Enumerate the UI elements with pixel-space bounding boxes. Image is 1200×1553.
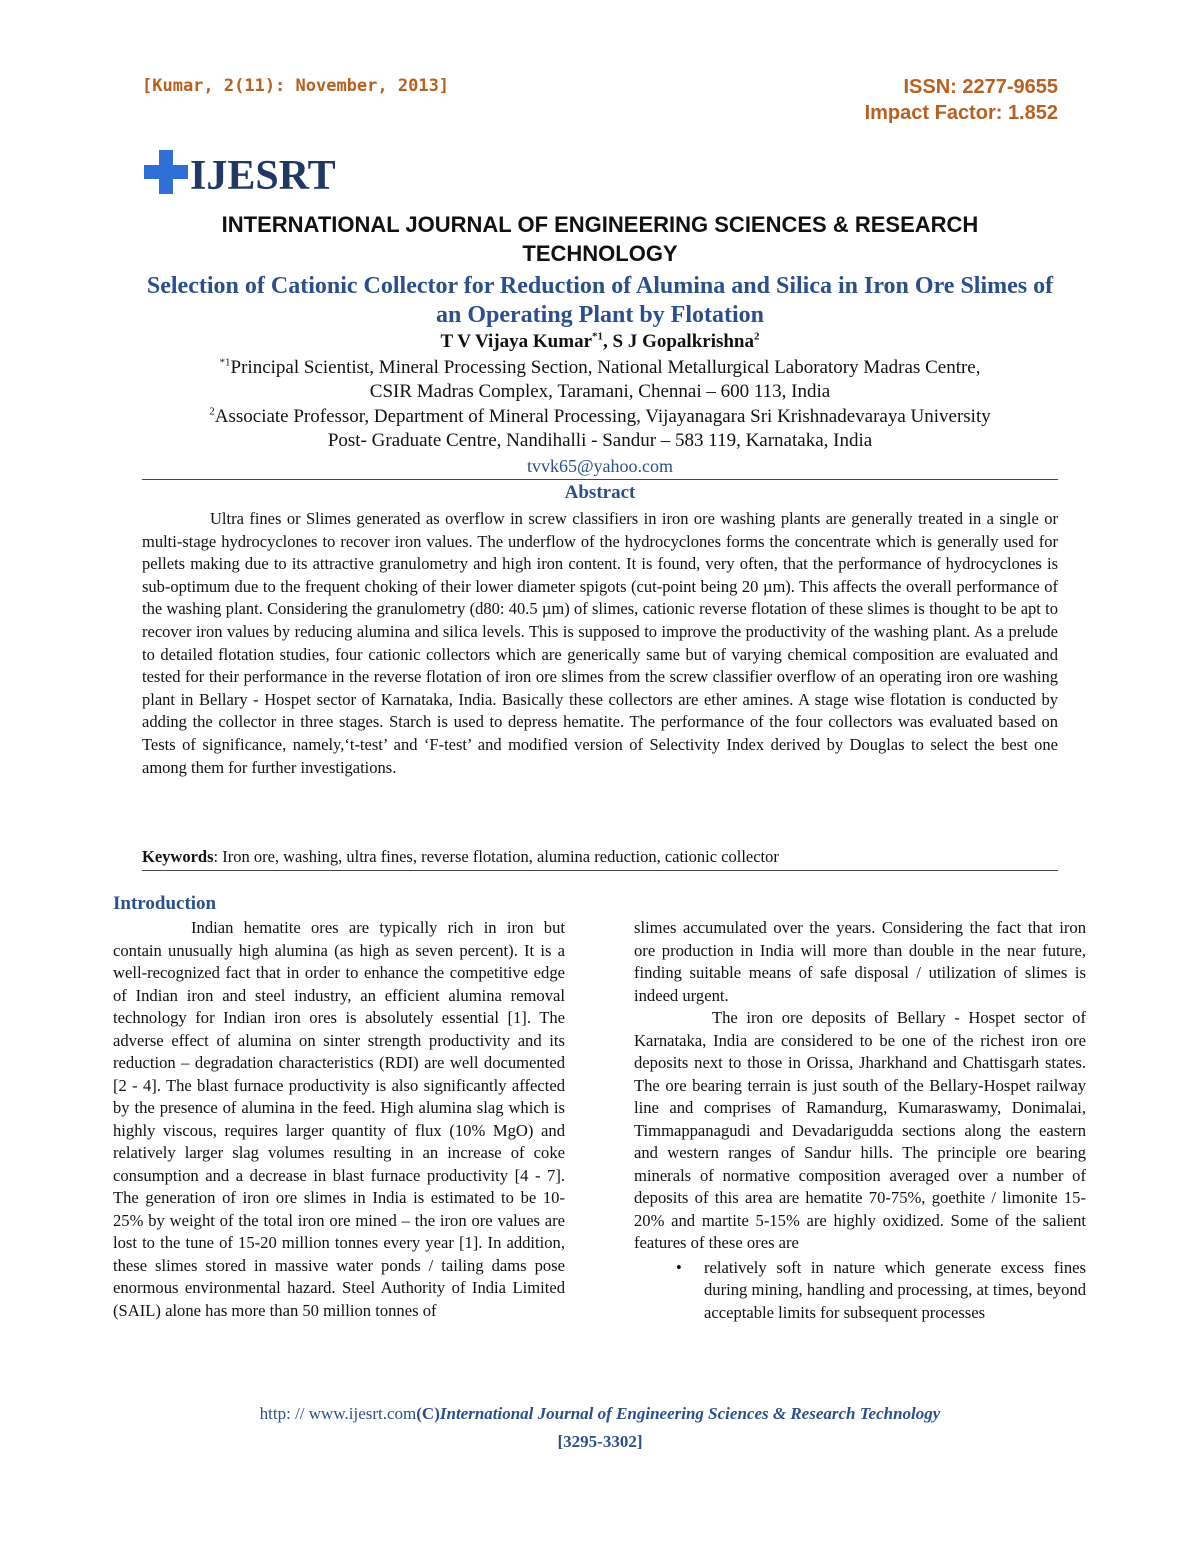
- intro-paragraph-1: Indian hematite ores are typically rich in iron but contain unusually high alumina (as high as seven percent). It is a well-recognized fact that in order to enhance the competitive edge of Indian iron and steel industry, an efficient alumina removal technology for Indian iron ores is absolutely essential [1]. The adverse effect of alumina on sinter strength productivity and its reduction – degradation characteristics (RDI) are well documented [2 - 4]. The blast furnace productivity is also significantly affected by the presence of alumina in the feed. High alumina slag which is highly viscous, requires larger quantity of flux (10% MgO) and relatively larger slag volumes resulting in an increase of coke consumption and a decrease in blast furnace productivity [4 - 7]. The generation of iron ore slimes in India is estimated to be 10-25% by weight of the total iron ore mined – the iron ore values are lost to the tune of 15-20 million tonnes every year [1]. In addition, these slimes stored in massive water ponds / tailing dams pose enormous environmental hazard. Steel Authority of India Limited (SAIL) alone has more than 50 million tonnes of: [113, 918, 565, 1320]
- abstract-text: Ultra fines or Slimes generated as overflow in screw classifiers in iron ore washing plants are generally treated in a single or multi-stage hydrocyclones to recover iron values. The underflow of the hydrocyclones forms the concentrate which is generally used for pellets making due to its attractive granulometry and high iron content. It is found, very often, that the performance of hydrocyclones is sub-optimum due to the frequent choking of their lower diameter spigots (cut-point being 20 µm). This affects the overall performance of the washing plant. Considering the granulometry (d80: 40.5 µm) of slimes, cationic reverse flotation of these slimes is thought to be apt to recover iron values by reducing alumina and silica levels. This is supposed to improve the productivity of the washing plant. As a prelude to detailed flotation studies, four cationic collectors which are generically same but of varying chemical composition are evaluated and tested for their performance in the reverse flotation of iron ore slimes from the screw classifier overflow of an operating iron ore washing plant in Bellary - Hospet sector of Karnataka, India. Basically these collectors are ether amines. A stage wise flotation is conducted by adding the collector in three stages. Starch is used to depress hematite. The performance of the four collectors was evaluated based on Tests of significance, namely,‘t-test’ and ‘F-test’ and modified version of Selectivity Index derived by Douglas to select the best one among them for further investigations.: [142, 509, 1058, 777]
- bullet-text: relatively soft in nature which generate excess fines during mining, handling and processing, at times, beyond acceptable limits for subsequent processes: [704, 1257, 1086, 1322]
- footer-copyright: (C): [416, 1404, 440, 1423]
- footer-url[interactable]: http: // www.ijesrt.com: [259, 1404, 417, 1423]
- impact-factor: Impact Factor: 1.852: [864, 102, 1058, 124]
- introduction-heading: Introduction: [113, 893, 217, 914]
- keywords-text: : Iron ore, washing, ultra fines, reverse flotation, alumina reduction, cationic collector: [213, 847, 779, 866]
- divider-bottom: [142, 870, 1058, 871]
- author-1-sup: *1: [592, 330, 603, 343]
- affiliation-2-line1: Associate Professor, Department of Mineral Processing, Vijayanagara Sri Krishnadevaraya University: [214, 406, 991, 427]
- affiliation-2-sup: 2: [209, 405, 215, 418]
- author-2: S J Gopalkrishna: [612, 331, 754, 352]
- citation-header: [Kumar, 2(11): November, 2013]: [142, 76, 450, 96]
- author-2-sup: 2: [754, 330, 760, 343]
- keywords: [142, 846, 1058, 868]
- issn-block: [865, 74, 1058, 126]
- authors: [142, 330, 1058, 354]
- footer-pages: [3295-3302]: [557, 1432, 643, 1451]
- abstract-heading: Abstract: [564, 482, 636, 503]
- footer-line: [0, 1404, 1200, 1424]
- intro-paragraph-2: slimes accumulated over the years. Considering the fact that iron ore production in India will more than double in the near future, finding suitable means of safe disposal / utilization of slimes is indeed urgent.: [634, 918, 1086, 1005]
- plus-cross-icon: [142, 148, 190, 196]
- issn: ISSN: 2277-9655: [903, 76, 1058, 98]
- affiliation-2-line2: Post- Graduate Centre, Nandihalli - Sandur – 583 119, Karnataka, India: [327, 430, 873, 451]
- affiliation-1-line2: CSIR Madras Complex, Taramani, Chennai – 600 113, India: [369, 381, 831, 402]
- intro-paragraph-3: The iron ore deposits of Bellary - Hospet sector of Karnataka, India are considered to be one of the richest iron ore deposits next to those in Orissa, Jharkhand and Chattisgarh states. The ore bearing terrain is just south of the Bellary-Hospet railway line and comprises of Ramandurg, Kumaraswamy, Donimalai, Timmappanagudi and Devadarigudda sections along the eastern and western ranges of Sandur hills. The principle ore bearing minerals of normative composition averaged over a number of deposits of this area are hematite 70-75%, goethite / limonite 15-20% and martite 5-15% are highly oxidized. Some of the salient features of these ores are: [634, 1008, 1086, 1252]
- column-right: [634, 917, 1086, 1324]
- author-separator: ,: [603, 331, 613, 352]
- author-1: T V Vijaya Kumar: [440, 331, 592, 352]
- affiliation-1-line1: Principal Scientist, Mineral Processing Section, National Metallurgical Laboratory Madras Centre,: [230, 357, 981, 378]
- bullet-icon: •: [676, 1257, 682, 1277]
- logo-text: IJESRT: [190, 153, 336, 199]
- divider-top: [142, 479, 1058, 480]
- affiliation-1: [132, 356, 1068, 404]
- journal-name: INTERNATIONAL JOURNAL OF ENGINEERING SCIENCES & RESEARCH TECHNOLOGY: [221, 212, 979, 266]
- author-email[interactable]: tvvk65@yahoo.com: [526, 456, 674, 476]
- affiliation-2: [132, 405, 1068, 453]
- column-left: [113, 917, 565, 1322]
- list-item: [634, 1257, 1086, 1325]
- affiliation-1-sup: *1: [219, 356, 231, 369]
- footer-journal: International Journal of Engineering Sciences & Research Technology: [439, 1404, 941, 1423]
- paper-title: Selection of Cationic Collector for Reduction of Alumina and Silica in Iron Ore Slimes of an Operating Plant by Flotation: [146, 273, 1054, 328]
- keywords-label: Keywords: [142, 847, 214, 866]
